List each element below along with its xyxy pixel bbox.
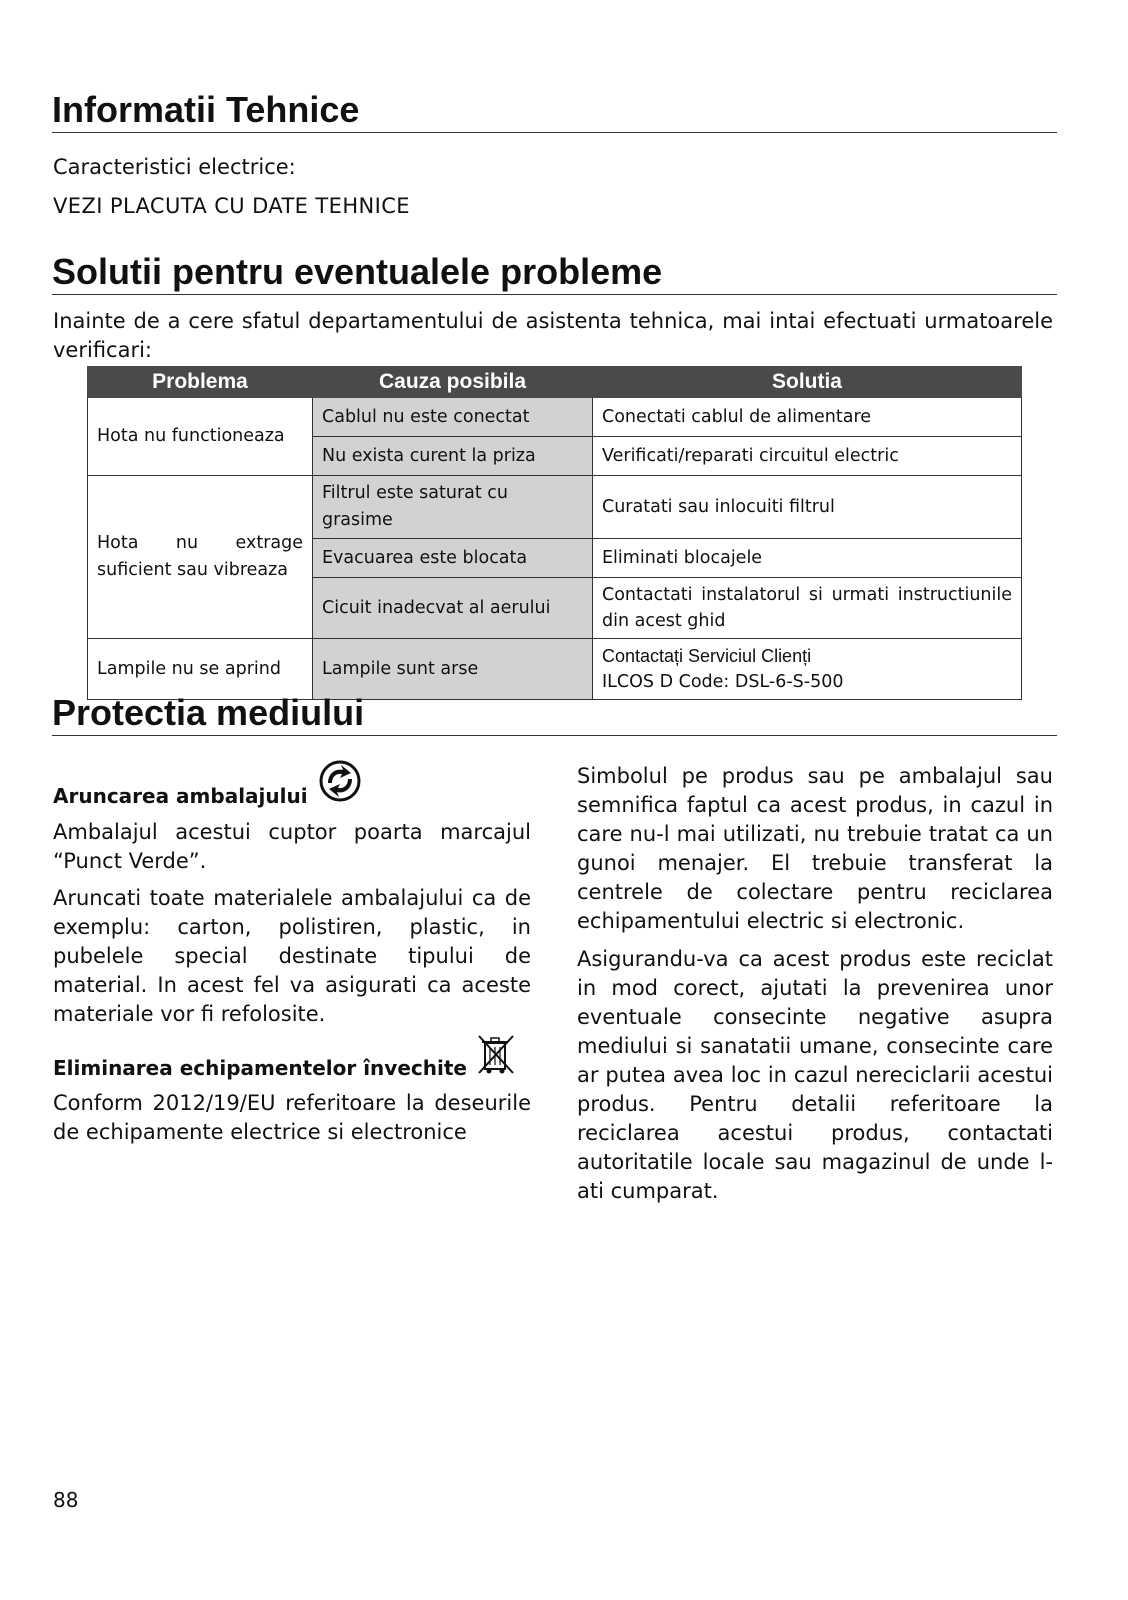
- packaging-disposal-heading: Aruncarea ambalajului: [53, 784, 308, 808]
- page-number: 88: [53, 1488, 79, 1512]
- solution-cell: [593, 639, 1022, 700]
- right-column-paragraph-2: Asigurandu-va ca acest produs este reciclat in mod corect, ajutati la prevenirea unor eventuale consecinte negative asupra mediului si sanatatii umane, consecinte care ar putea avea loc in cazul nereciclarii acestui produs. Pentru detalii referitoare la reciclarea acestui produs, contactati autoritatile locale sau magazinul de unde l-ati cumparat.: [577, 947, 1053, 1203]
- weee-disposal-heading: Eliminarea echipamentelor învechite: [53, 1056, 467, 1080]
- solution-cell: Conectati cablul de alimentare: [593, 398, 1022, 437]
- table-row: [88, 476, 1022, 539]
- cause-cell: Nu exista curent la priza: [313, 437, 593, 476]
- cause-cell: Evacuarea este blocata: [313, 539, 593, 578]
- see-rating-plate-text: VEZI PLACUTA CU DATE TEHNICE: [53, 194, 410, 218]
- header-solution: Solutia: [593, 367, 1022, 398]
- green-dot-icon: [318, 759, 362, 808]
- crossed-bin-icon: [476, 1033, 516, 1080]
- solution-cell: Eliminati blocajele: [593, 539, 1022, 578]
- table-row: [88, 639, 1022, 700]
- solution-cell: Verificati/reparati circuitul electric: [593, 437, 1022, 476]
- section-title-technical-info: Informatii Tehnice: [52, 90, 1057, 133]
- solution-cell: Contactati instalatorul si urmati instructiunile din acest ghid: [593, 578, 1022, 639]
- electrical-characteristics-label: Caracteristici electrice:: [53, 155, 296, 179]
- table-row: [88, 398, 1022, 437]
- cause-cell: Lampile sunt arse: [313, 639, 593, 700]
- weee-paragraph: Conform 2012/19/EU referitoare la deseurile de echipamente electrice si electronice: [53, 1091, 531, 1144]
- troubleshooting-intro: Inainte de a cere sfatul departamentului de asistenta tehnica, mai intai efectuati urmatoarele verificari:: [53, 309, 1053, 362]
- cause-cell: Cablul nu este conectat: [313, 398, 593, 437]
- problem-cell: Hota nu extrage suficient sau vibreaza: [88, 476, 313, 639]
- cause-cell: Cicuit inadecvat al aerului: [313, 578, 593, 639]
- section-title-environment: Protectia mediului: [52, 693, 1057, 736]
- packaging-paragraph-2: Aruncati toate materialele ambalajului ca de exemplu: carton, polistiren, plastic, in pubelele special destinate tipului de material. In acest fel va asigurati ca aceste materiale vor fi refolosite.: [53, 886, 531, 1026]
- solution-cell: Curatati sau inlocuiti filtrul: [593, 476, 1022, 539]
- right-column-paragraph-1: Simbolul pe produs sau pe ambalajul sau semnifica faptul ca acest produs, in cazul in care nu-l mai utilizati, nu trebuie tratat ca un gunoi menajer. El trebuie transferat la centrele de colectare pentru reciclarea echipamentului electric si electronic.: [577, 764, 1053, 933]
- troubleshooting-table: [87, 366, 1022, 700]
- contact-customer-service-text: Contactați Serviciul Clienți: [602, 646, 812, 666]
- problem-cell: Lampile nu se aprind: [88, 639, 313, 700]
- problem-cell: Hota nu functioneaza: [88, 398, 313, 476]
- header-cause: Cauza posibila: [313, 367, 593, 398]
- packaging-paragraph-1: Ambalajul acestui cuptor poarta marcajul “Punct Verde”.: [53, 820, 531, 873]
- header-problem: Problema: [88, 367, 313, 398]
- table-header-row: [88, 367, 1022, 398]
- cause-cell: Filtrul este saturat cu grasime: [313, 476, 593, 539]
- ilcos-code-text: ILCOS D Code: DSL-6-S-500: [602, 672, 844, 692]
- section-title-troubleshooting: Solutii pentru eventualele probleme: [52, 252, 1057, 295]
